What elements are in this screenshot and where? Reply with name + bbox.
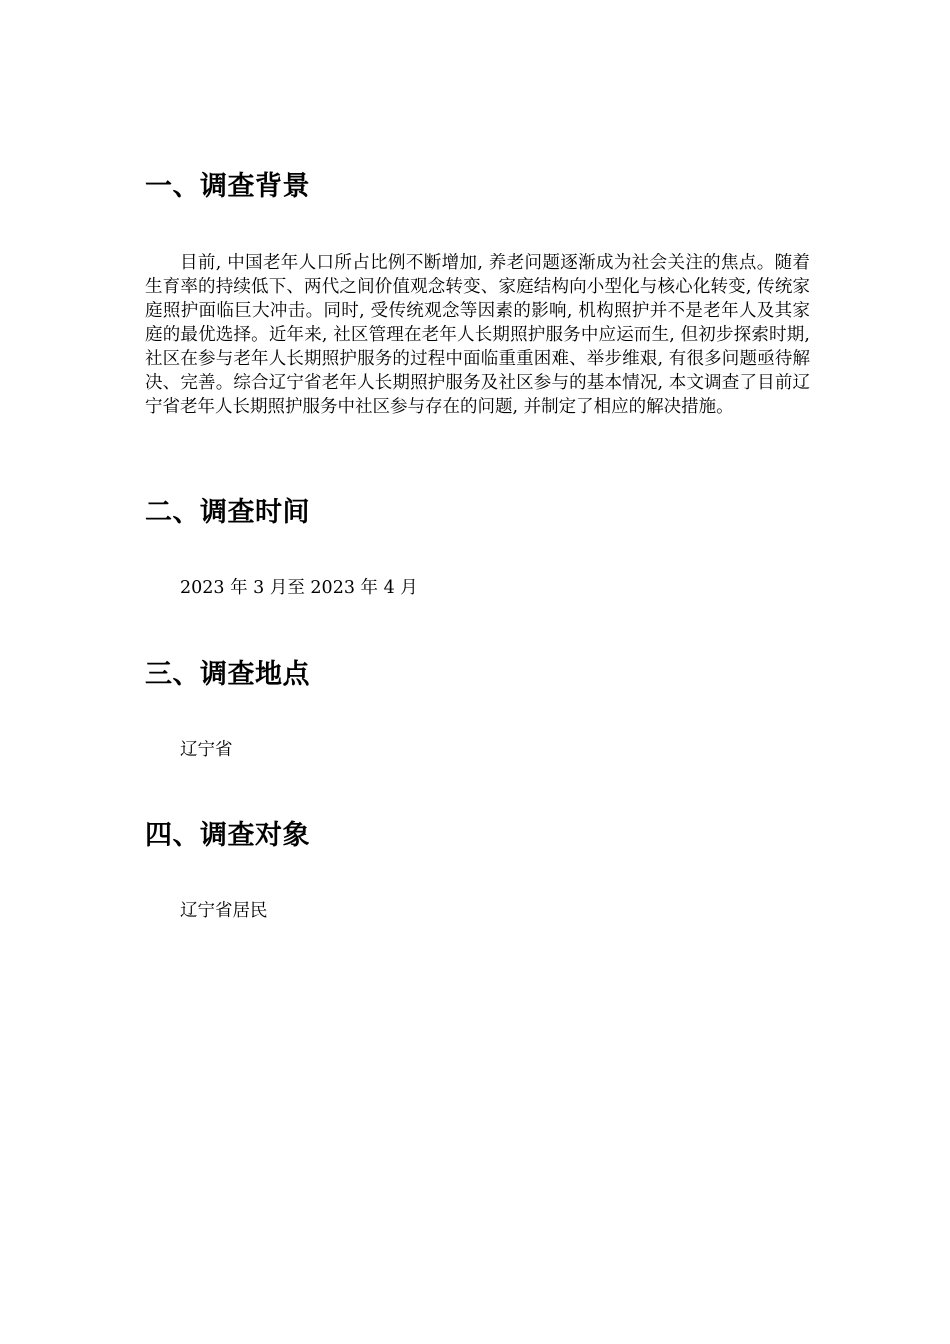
section-heading-subject: 四、调查对象 (145, 820, 310, 851)
section-heading-time: 二、调查时间 (145, 497, 310, 528)
section-body-background: 目前, 中国老年人口所占比例不断增加, 养老问题逐渐成为社会关注的焦点。随着生育率的持续低下、两代之间价值观念转变、家庭结构向小型化与核心化转变, 传统家庭照护面临巨大冲击。同时, 受传统观念等因素的影响, 机构照护并不是老年人及其家庭的最优选择。近年来, 社区管理在老年人长期照护服务中应运而生, 但初步探索时期, 社区在参与老年人长期照护服务的过程中面临重重困难、举步维艰, 有很多问题亟待解决、完善。综合辽宁省老年人长期照护服务及社区参与的基本情况, 本文调查了目前辽宁省老年人长期照护服务中社区参与存在的问题, 并制定了相应的解决措施。 (145, 253, 810, 417)
section-body-subject: 辽宁省居民 (180, 901, 268, 921)
section-heading-location: 三、调查地点 (145, 659, 310, 690)
section-body-time: 2023 年 3 月至 2023 年 4 月 (180, 578, 418, 598)
section-heading-background: 一、调查背景 (145, 171, 310, 202)
section-body-location: 辽宁省 (180, 740, 233, 760)
